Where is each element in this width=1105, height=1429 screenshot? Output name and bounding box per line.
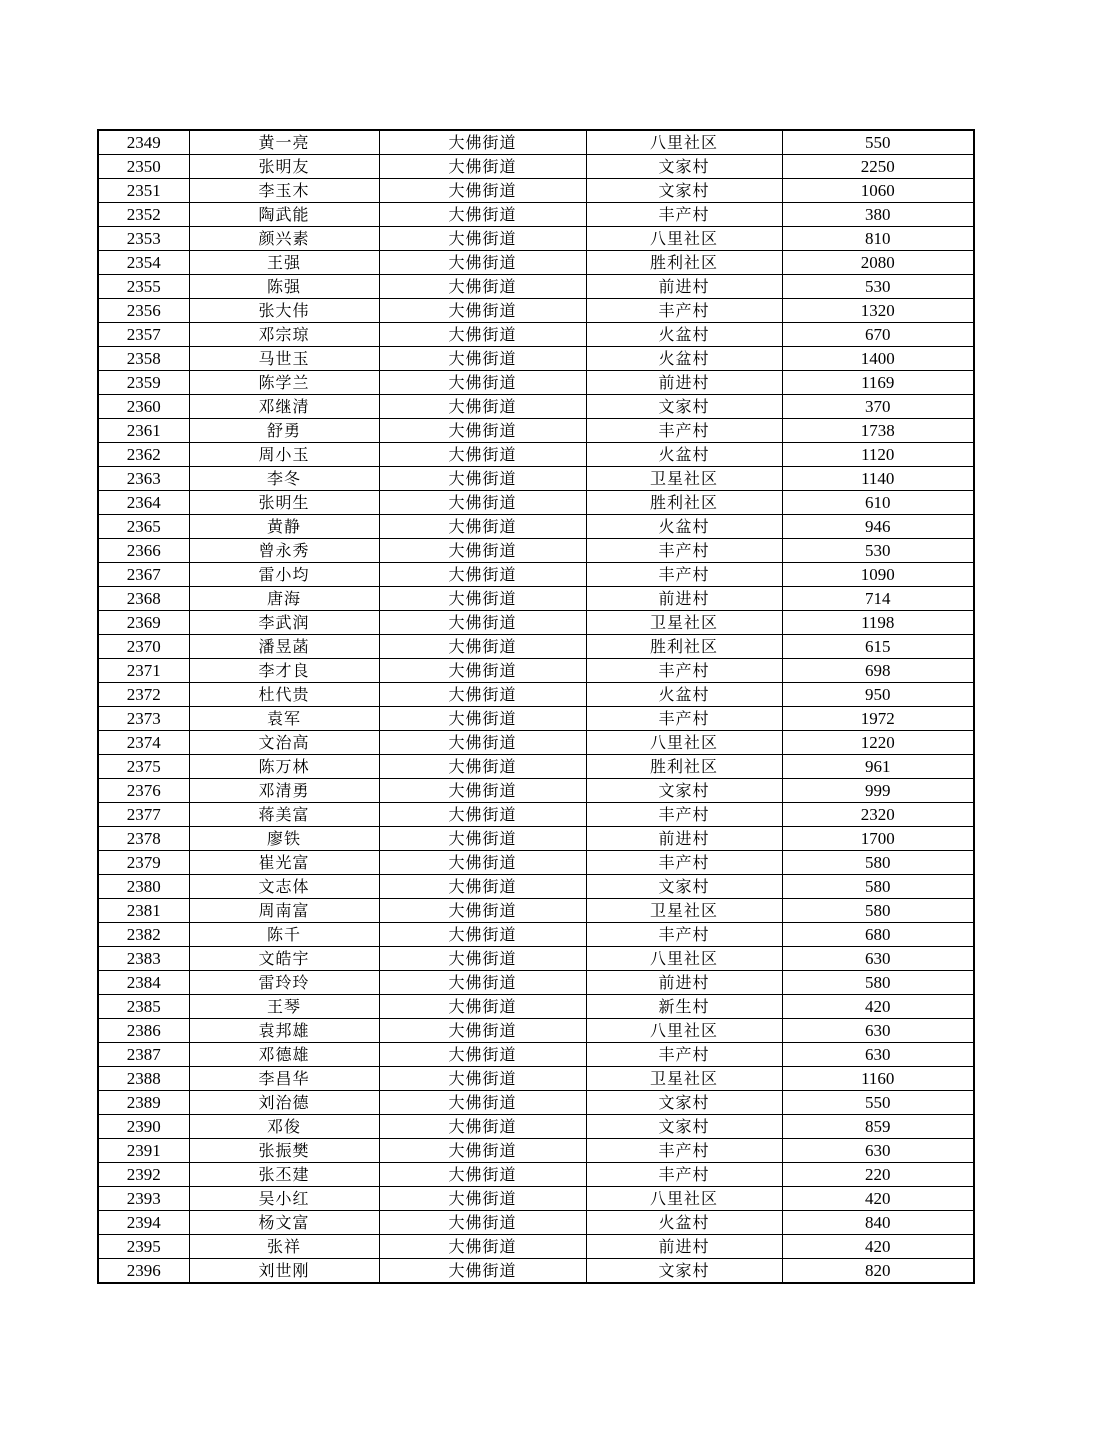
village-cell: 文家村 — [586, 155, 782, 179]
street-cell: 大佛街道 — [379, 587, 586, 611]
name-cell: 邓德雄 — [189, 1043, 379, 1067]
row-number-cell: 2372 — [98, 683, 189, 707]
street-cell: 大佛街道 — [379, 443, 586, 467]
name-cell: 李昌华 — [189, 1067, 379, 1091]
street-cell: 大佛街道 — [379, 419, 586, 443]
table-row — [98, 923, 974, 947]
table-row — [98, 419, 974, 443]
name-cell: 雷玲玲 — [189, 971, 379, 995]
amount-cell: 1060 — [782, 179, 974, 203]
street-cell: 大佛街道 — [379, 323, 586, 347]
village-cell: 八里社区 — [586, 130, 782, 155]
table-row — [98, 707, 974, 731]
village-cell: 文家村 — [586, 395, 782, 419]
village-cell: 前进村 — [586, 1235, 782, 1259]
row-number-cell: 2373 — [98, 707, 189, 731]
street-cell: 大佛街道 — [379, 875, 586, 899]
amount-cell: 630 — [782, 1019, 974, 1043]
amount-cell: 946 — [782, 515, 974, 539]
row-number-cell: 2371 — [98, 659, 189, 683]
table-row — [98, 731, 974, 755]
table-row — [98, 971, 974, 995]
amount-cell: 1090 — [782, 563, 974, 587]
amount-cell: 1700 — [782, 827, 974, 851]
row-number-cell: 2391 — [98, 1139, 189, 1163]
name-cell: 邓继清 — [189, 395, 379, 419]
table-row — [98, 203, 974, 227]
row-number-cell: 2380 — [98, 875, 189, 899]
row-number-cell: 2353 — [98, 227, 189, 251]
village-cell: 胜利社区 — [586, 491, 782, 515]
village-cell: 前进村 — [586, 827, 782, 851]
row-number-cell: 2368 — [98, 587, 189, 611]
street-cell: 大佛街道 — [379, 130, 586, 155]
table-row — [98, 1259, 974, 1284]
row-number-cell: 2386 — [98, 1019, 189, 1043]
name-cell: 张明友 — [189, 155, 379, 179]
street-cell: 大佛街道 — [379, 227, 586, 251]
table-row — [98, 323, 974, 347]
table-row — [98, 1091, 974, 1115]
village-cell: 丰产村 — [586, 923, 782, 947]
row-number-cell: 2381 — [98, 899, 189, 923]
row-number-cell: 2352 — [98, 203, 189, 227]
street-cell: 大佛街道 — [379, 611, 586, 635]
row-number-cell: 2382 — [98, 923, 189, 947]
village-cell: 八里社区 — [586, 1187, 782, 1211]
name-cell: 马世玉 — [189, 347, 379, 371]
amount-cell: 1198 — [782, 611, 974, 635]
table-row — [98, 299, 974, 323]
table-row — [98, 1139, 974, 1163]
table-row — [98, 155, 974, 179]
amount-cell: 1120 — [782, 443, 974, 467]
table-row — [98, 899, 974, 923]
row-number-cell: 2361 — [98, 419, 189, 443]
village-cell: 丰产村 — [586, 659, 782, 683]
row-number-cell: 2363 — [98, 467, 189, 491]
name-cell: 潘昱菡 — [189, 635, 379, 659]
row-number-cell: 2392 — [98, 1163, 189, 1187]
village-cell: 八里社区 — [586, 947, 782, 971]
amount-cell: 630 — [782, 1043, 974, 1067]
row-number-cell: 2384 — [98, 971, 189, 995]
amount-cell: 820 — [782, 1259, 974, 1284]
street-cell: 大佛街道 — [379, 1259, 586, 1284]
street-cell: 大佛街道 — [379, 1187, 586, 1211]
name-cell: 陈强 — [189, 275, 379, 299]
table-row — [98, 443, 974, 467]
street-cell: 大佛街道 — [379, 659, 586, 683]
village-cell: 丰产村 — [586, 707, 782, 731]
name-cell: 文治高 — [189, 731, 379, 755]
row-number-cell: 2387 — [98, 1043, 189, 1067]
table-row — [98, 1187, 974, 1211]
village-cell: 文家村 — [586, 1259, 782, 1284]
street-cell: 大佛街道 — [379, 491, 586, 515]
amount-cell: 630 — [782, 947, 974, 971]
village-cell: 火盆村 — [586, 347, 782, 371]
table-row — [98, 851, 974, 875]
street-cell: 大佛街道 — [379, 371, 586, 395]
amount-cell: 220 — [782, 1163, 974, 1187]
street-cell: 大佛街道 — [379, 1139, 586, 1163]
amount-cell: 1160 — [782, 1067, 974, 1091]
name-cell: 陈千 — [189, 923, 379, 947]
table-row — [98, 1163, 974, 1187]
street-cell: 大佛街道 — [379, 1211, 586, 1235]
row-number-cell: 2365 — [98, 515, 189, 539]
street-cell: 大佛街道 — [379, 971, 586, 995]
amount-cell: 580 — [782, 875, 974, 899]
row-number-cell: 2394 — [98, 1211, 189, 1235]
name-cell: 曾永秀 — [189, 539, 379, 563]
name-cell: 黄一亮 — [189, 130, 379, 155]
table-row — [98, 1211, 974, 1235]
table-row — [98, 875, 974, 899]
amount-cell: 1320 — [782, 299, 974, 323]
village-cell: 卫星社区 — [586, 467, 782, 491]
table-row — [98, 1067, 974, 1091]
street-cell: 大佛街道 — [379, 707, 586, 731]
table-row — [98, 995, 974, 1019]
name-cell: 蒋美富 — [189, 803, 379, 827]
row-number-cell: 2396 — [98, 1259, 189, 1284]
table-row — [98, 395, 974, 419]
amount-cell: 670 — [782, 323, 974, 347]
village-cell: 丰产村 — [586, 1163, 782, 1187]
row-number-cell: 2388 — [98, 1067, 189, 1091]
village-cell: 卫星社区 — [586, 1067, 782, 1091]
name-cell: 刘治德 — [189, 1091, 379, 1115]
table-row — [98, 683, 974, 707]
amount-cell: 1140 — [782, 467, 974, 491]
street-cell: 大佛街道 — [379, 995, 586, 1019]
village-cell: 胜利社区 — [586, 635, 782, 659]
amount-cell: 950 — [782, 683, 974, 707]
village-cell: 丰产村 — [586, 851, 782, 875]
amount-cell: 580 — [782, 899, 974, 923]
amount-cell: 859 — [782, 1115, 974, 1139]
table-row — [98, 803, 974, 827]
name-cell: 杜代贵 — [189, 683, 379, 707]
table-body — [98, 130, 974, 1283]
amount-cell: 810 — [782, 227, 974, 251]
village-cell: 八里社区 — [586, 227, 782, 251]
amount-cell: 550 — [782, 1091, 974, 1115]
street-cell: 大佛街道 — [379, 1043, 586, 1067]
village-cell: 八里社区 — [586, 1019, 782, 1043]
amount-cell: 2250 — [782, 155, 974, 179]
name-cell: 吴小红 — [189, 1187, 379, 1211]
name-cell: 王琴 — [189, 995, 379, 1019]
name-cell: 邓俊 — [189, 1115, 379, 1139]
amount-cell: 610 — [782, 491, 974, 515]
table-row — [98, 1043, 974, 1067]
amount-cell: 580 — [782, 851, 974, 875]
name-cell: 陈学兰 — [189, 371, 379, 395]
amount-cell: 580 — [782, 971, 974, 995]
name-cell: 张大伟 — [189, 299, 379, 323]
street-cell: 大佛街道 — [379, 1163, 586, 1187]
name-cell: 周小玉 — [189, 443, 379, 467]
data-table — [97, 129, 975, 1284]
street-cell: 大佛街道 — [379, 299, 586, 323]
name-cell: 李冬 — [189, 467, 379, 491]
row-number-cell: 2359 — [98, 371, 189, 395]
name-cell: 刘世刚 — [189, 1259, 379, 1284]
row-number-cell: 2364 — [98, 491, 189, 515]
amount-cell: 1972 — [782, 707, 974, 731]
row-number-cell: 2385 — [98, 995, 189, 1019]
village-cell: 文家村 — [586, 1115, 782, 1139]
name-cell: 王强 — [189, 251, 379, 275]
village-cell: 八里社区 — [586, 731, 782, 755]
name-cell: 陈万林 — [189, 755, 379, 779]
village-cell: 前进村 — [586, 275, 782, 299]
name-cell: 李玉木 — [189, 179, 379, 203]
street-cell: 大佛街道 — [379, 827, 586, 851]
row-number-cell: 2360 — [98, 395, 189, 419]
name-cell: 李才良 — [189, 659, 379, 683]
street-cell: 大佛街道 — [379, 899, 586, 923]
row-number-cell: 2389 — [98, 1091, 189, 1115]
table-row — [98, 539, 974, 563]
street-cell: 大佛街道 — [379, 755, 586, 779]
table-row — [98, 347, 974, 371]
village-cell: 胜利社区 — [586, 755, 782, 779]
village-cell: 丰产村 — [586, 563, 782, 587]
amount-cell: 714 — [782, 587, 974, 611]
table-row — [98, 755, 974, 779]
street-cell: 大佛街道 — [379, 1067, 586, 1091]
name-cell: 邓清勇 — [189, 779, 379, 803]
table-row — [98, 587, 974, 611]
street-cell: 大佛街道 — [379, 563, 586, 587]
street-cell: 大佛街道 — [379, 539, 586, 563]
street-cell: 大佛街道 — [379, 779, 586, 803]
name-cell: 张丕建 — [189, 1163, 379, 1187]
row-number-cell: 2390 — [98, 1115, 189, 1139]
table-row — [98, 947, 974, 971]
village-cell: 丰产村 — [586, 299, 782, 323]
row-number-cell: 2366 — [98, 539, 189, 563]
village-cell: 火盆村 — [586, 443, 782, 467]
amount-cell: 420 — [782, 1235, 974, 1259]
village-cell: 卫星社区 — [586, 899, 782, 923]
row-number-cell: 2351 — [98, 179, 189, 203]
row-number-cell: 2378 — [98, 827, 189, 851]
name-cell: 袁邦雄 — [189, 1019, 379, 1043]
table-row — [98, 275, 974, 299]
name-cell: 张祥 — [189, 1235, 379, 1259]
row-number-cell: 2377 — [98, 803, 189, 827]
village-cell: 前进村 — [586, 371, 782, 395]
village-cell: 丰产村 — [586, 419, 782, 443]
amount-cell: 1738 — [782, 419, 974, 443]
village-cell: 卫星社区 — [586, 611, 782, 635]
street-cell: 大佛街道 — [379, 203, 586, 227]
name-cell: 周南富 — [189, 899, 379, 923]
village-cell: 文家村 — [586, 875, 782, 899]
row-number-cell: 2357 — [98, 323, 189, 347]
village-cell: 丰产村 — [586, 539, 782, 563]
amount-cell: 630 — [782, 1139, 974, 1163]
table-row — [98, 563, 974, 587]
name-cell: 文志体 — [189, 875, 379, 899]
name-cell: 张明生 — [189, 491, 379, 515]
table-row — [98, 635, 974, 659]
street-cell: 大佛街道 — [379, 1019, 586, 1043]
amount-cell: 840 — [782, 1211, 974, 1235]
name-cell: 廖铁 — [189, 827, 379, 851]
amount-cell: 2320 — [782, 803, 974, 827]
amount-cell: 1169 — [782, 371, 974, 395]
row-number-cell: 2367 — [98, 563, 189, 587]
row-number-cell: 2350 — [98, 155, 189, 179]
village-cell: 火盆村 — [586, 683, 782, 707]
table-row — [98, 1019, 974, 1043]
street-cell: 大佛街道 — [379, 947, 586, 971]
street-cell: 大佛街道 — [379, 275, 586, 299]
row-number-cell: 2356 — [98, 299, 189, 323]
name-cell: 崔光富 — [189, 851, 379, 875]
name-cell: 舒勇 — [189, 419, 379, 443]
table-row — [98, 659, 974, 683]
amount-cell: 380 — [782, 203, 974, 227]
table-row — [98, 779, 974, 803]
village-cell: 火盆村 — [586, 515, 782, 539]
table-row — [98, 1115, 974, 1139]
street-cell: 大佛街道 — [379, 395, 586, 419]
name-cell: 文皓宇 — [189, 947, 379, 971]
village-cell: 文家村 — [586, 779, 782, 803]
row-number-cell: 2362 — [98, 443, 189, 467]
street-cell: 大佛街道 — [379, 635, 586, 659]
row-number-cell: 2370 — [98, 635, 189, 659]
village-cell: 文家村 — [586, 1091, 782, 1115]
street-cell: 大佛街道 — [379, 851, 586, 875]
name-cell: 黄静 — [189, 515, 379, 539]
street-cell: 大佛街道 — [379, 155, 586, 179]
row-number-cell: 2375 — [98, 755, 189, 779]
amount-cell: 961 — [782, 755, 974, 779]
row-number-cell: 2355 — [98, 275, 189, 299]
village-cell: 丰产村 — [586, 1043, 782, 1067]
name-cell: 邓宗琼 — [189, 323, 379, 347]
village-cell: 文家村 — [586, 179, 782, 203]
street-cell: 大佛街道 — [379, 1235, 586, 1259]
street-cell: 大佛街道 — [379, 1091, 586, 1115]
village-cell: 丰产村 — [586, 1139, 782, 1163]
street-cell: 大佛街道 — [379, 179, 586, 203]
name-cell: 杨文富 — [189, 1211, 379, 1235]
name-cell: 颜兴素 — [189, 227, 379, 251]
village-cell: 火盆村 — [586, 1211, 782, 1235]
table-row — [98, 515, 974, 539]
row-number-cell: 2383 — [98, 947, 189, 971]
street-cell: 大佛街道 — [379, 923, 586, 947]
amount-cell: 1220 — [782, 731, 974, 755]
name-cell: 张振樊 — [189, 1139, 379, 1163]
row-number-cell: 2395 — [98, 1235, 189, 1259]
name-cell: 雷小均 — [189, 563, 379, 587]
row-number-cell: 2393 — [98, 1187, 189, 1211]
street-cell: 大佛街道 — [379, 803, 586, 827]
amount-cell: 420 — [782, 1187, 974, 1211]
amount-cell: 698 — [782, 659, 974, 683]
name-cell: 唐海 — [189, 587, 379, 611]
village-cell: 丰产村 — [586, 803, 782, 827]
row-number-cell: 2374 — [98, 731, 189, 755]
street-cell: 大佛街道 — [379, 347, 586, 371]
village-cell: 丰产村 — [586, 203, 782, 227]
village-cell: 前进村 — [586, 971, 782, 995]
table-row — [98, 467, 974, 491]
street-cell: 大佛街道 — [379, 731, 586, 755]
amount-cell: 680 — [782, 923, 974, 947]
amount-cell: 530 — [782, 275, 974, 299]
table-row — [98, 227, 974, 251]
street-cell: 大佛街道 — [379, 515, 586, 539]
street-cell: 大佛街道 — [379, 467, 586, 491]
street-cell: 大佛街道 — [379, 683, 586, 707]
table-row — [98, 491, 974, 515]
street-cell: 大佛街道 — [379, 1115, 586, 1139]
table-row — [98, 179, 974, 203]
row-number-cell: 2354 — [98, 251, 189, 275]
row-number-cell: 2358 — [98, 347, 189, 371]
row-number-cell: 2349 — [98, 130, 189, 155]
amount-cell: 530 — [782, 539, 974, 563]
amount-cell: 615 — [782, 635, 974, 659]
amount-cell: 420 — [782, 995, 974, 1019]
village-cell: 前进村 — [586, 587, 782, 611]
row-number-cell: 2376 — [98, 779, 189, 803]
row-number-cell: 2379 — [98, 851, 189, 875]
table-row — [98, 371, 974, 395]
amount-cell: 999 — [782, 779, 974, 803]
name-cell: 李武润 — [189, 611, 379, 635]
table-row — [98, 611, 974, 635]
name-cell: 陶武能 — [189, 203, 379, 227]
amount-cell: 550 — [782, 130, 974, 155]
table-row — [98, 1235, 974, 1259]
street-cell: 大佛街道 — [379, 251, 586, 275]
name-cell: 袁军 — [189, 707, 379, 731]
village-cell: 新生村 — [586, 995, 782, 1019]
amount-cell: 370 — [782, 395, 974, 419]
row-number-cell: 2369 — [98, 611, 189, 635]
village-cell: 火盆村 — [586, 323, 782, 347]
table-row — [98, 251, 974, 275]
table-row — [98, 130, 974, 155]
village-cell: 胜利社区 — [586, 251, 782, 275]
amount-cell: 1400 — [782, 347, 974, 371]
amount-cell: 2080 — [782, 251, 974, 275]
table-row — [98, 827, 974, 851]
